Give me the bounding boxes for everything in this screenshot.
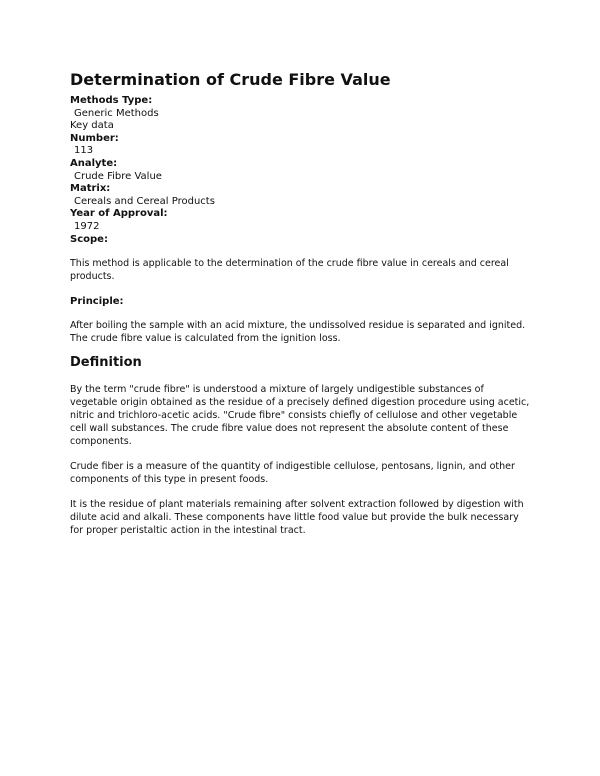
principle-text: After boiling the sample with an acid mixture, the undissolved residue is separated and ignited. The crude fibre value is calculated from the ignition loss. <box>70 320 526 345</box>
key-data-label: Key data <box>70 120 114 132</box>
metadata-block <box>70 95 532 246</box>
definition-heading: Definition <box>70 355 142 371</box>
number-label: Number: <box>70 132 119 144</box>
methods-type-label: Methods Type: <box>70 95 153 106</box>
year-value: 1972 <box>74 220 100 232</box>
document-title: Determination of Crude Fibre Value <box>70 70 391 89</box>
matrix-value: Cereals and Cereal Products <box>74 195 215 207</box>
definition-paragraph-3: It is the residue of plant materials remaining after solvent extraction followed by digestion with dilute acid and alkali. These components have little food value but provide the bulk necessary for proper peristaltic action in the intestinal tract. <box>70 499 524 537</box>
document-content <box>70 70 532 537</box>
matrix-label: Matrix: <box>70 183 111 195</box>
methods-type-value: Generic Methods <box>74 107 159 119</box>
number-value: 113 <box>74 145 94 157</box>
principle-label: Principle: <box>70 296 124 308</box>
analyte-value: Crude Fibre Value <box>74 170 162 182</box>
analyte-label: Analyte: <box>70 157 118 169</box>
scope-text: This method is applicable to the determination of the crude fibre value in cereals and cereal products. <box>70 258 509 283</box>
definition-paragraph-1: By the term "crude fibre" is understood a mixture of largely undigestible substances of vegetable origin obtained as the residue of a precisely defined digestion procedure using acetic, nitric and trichloro-acetic acids. "Crude fibre" consists chiefly of cellulose and other vegetable cell wall substances. The crude fibre value does not represent the absolute content of these components. <box>70 384 530 448</box>
year-label: Year of Approval: <box>70 208 168 220</box>
scope-label: Scope: <box>70 233 108 245</box>
definition-paragraph-2: Crude fiber is a measure of the quantity of indigestible cellulose, pentosans, lignin, and other components of this type in present foods. <box>70 461 515 486</box>
